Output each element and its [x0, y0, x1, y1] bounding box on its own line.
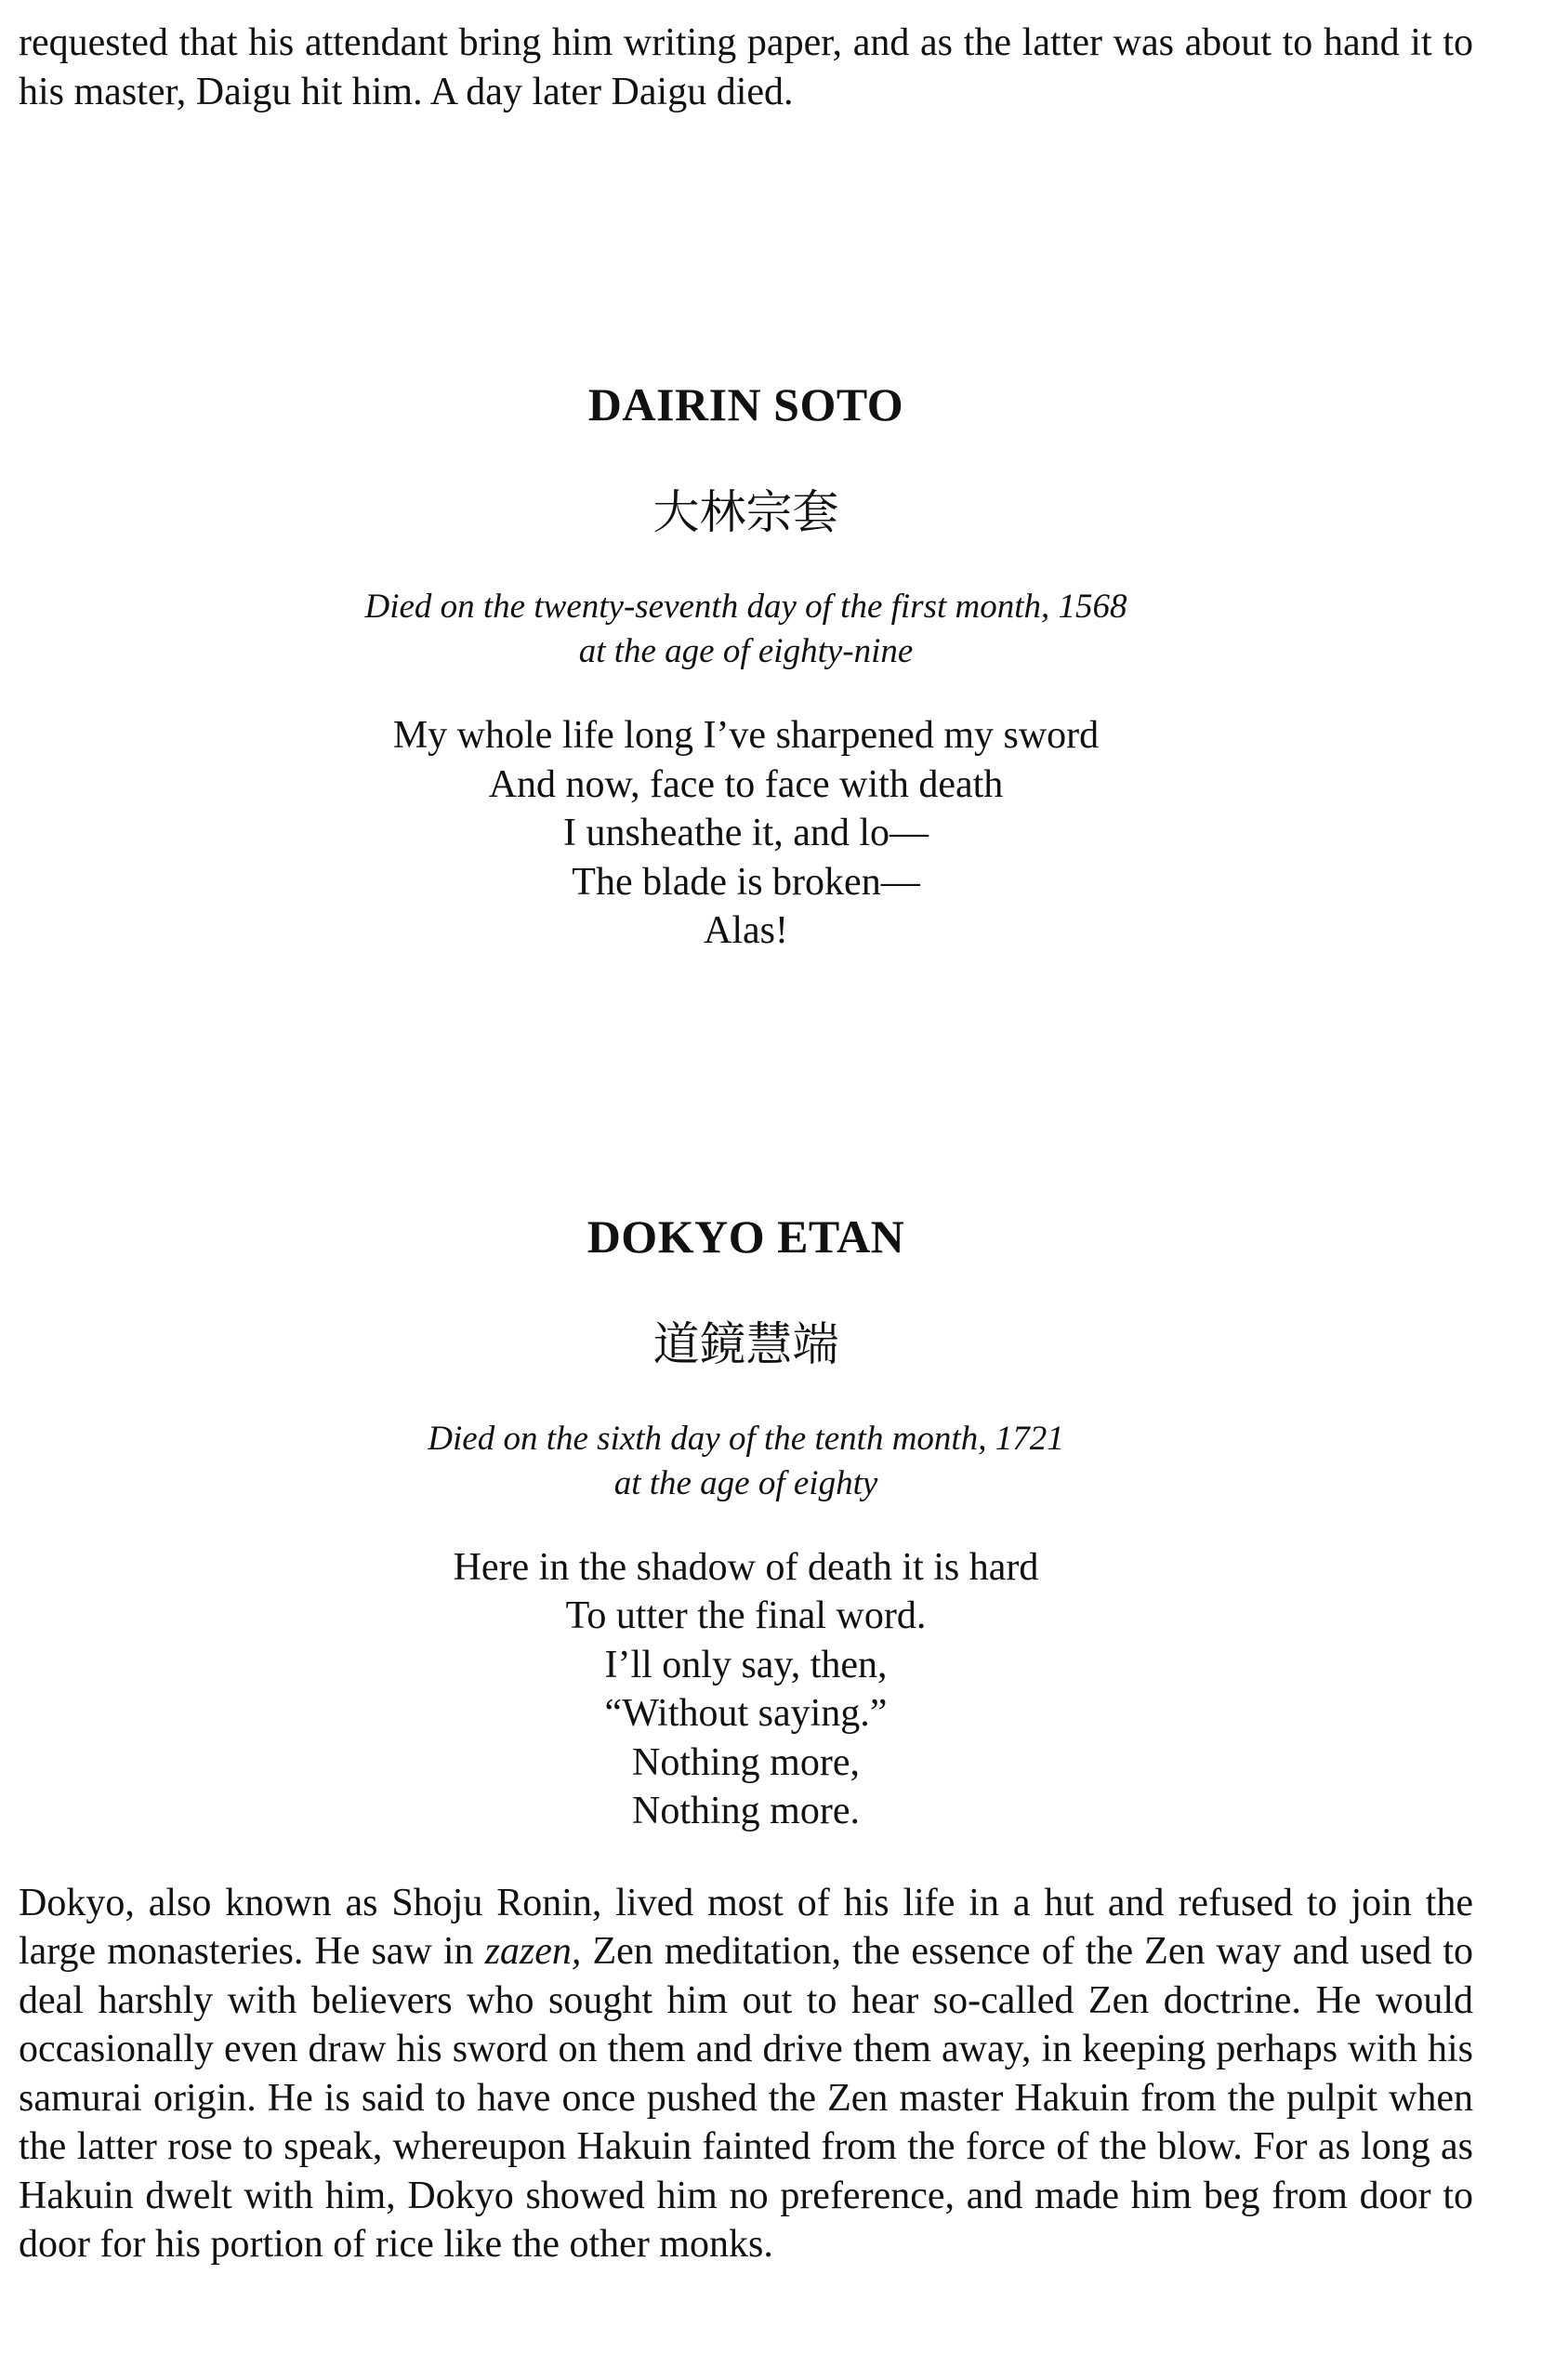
entry-kanji: 大林宗套: [652, 485, 839, 539]
death-date-line: Died on the twenty-seventh day of the first month, 1568: [364, 588, 1127, 626]
commentary-text: Dokyo, also known as Shoju Ronin, lived most of his life in a hut and refused to join the large monasteries. He saw in: [19, 1881, 1473, 1973]
poem-line: The blade is broken—: [572, 860, 920, 904]
commentary-paragraph: [19, 1879, 1473, 2269]
entry-dokyo-etan: [19, 1209, 1473, 2269]
death-age-line: at the age of eighty: [613, 1463, 878, 1502]
poem-line: And now, face to face with death: [488, 762, 1004, 806]
document-page: [19, 19, 1473, 2269]
death-poem: [19, 1543, 1473, 1836]
death-age-line: at the age of eighty-nine: [578, 632, 914, 670]
death-poem: [19, 711, 1473, 956]
poem-line: Nothing more,: [632, 1740, 860, 1784]
commentary-text: Zen meditation, the essence of the Zen way and used to deal harshly with believers who sought him out to hear so-called Zen doctrine. He would occasionally even draw his sword on them and drive them away, in keeping perhaps with his samurai origin. He is said to have once pushed the Zen master Hakuin from the pulpit when the latter rose to speak, whereupon Hakuin fainted from the force of the blow. For as long as Hakuin dwelt with him, Dokyo showed him no preference, and made him beg from door to door for his portion of rice like the other monks.: [19, 1930, 1473, 2266]
entry-dairin-soto: [19, 377, 1473, 956]
poem-line: I’ll only say, then,: [604, 1643, 888, 1686]
poem-line: Nothing more.: [632, 1790, 860, 1832]
commentary-italic-term: zazen,: [484, 1930, 582, 1973]
poem-line: My whole life long I’ve sharpened my sword: [392, 714, 1100, 757]
entry-death-info: [19, 585, 1473, 674]
entry-kanji: 道鏡慧端: [652, 1316, 839, 1371]
poem-line: I unsheathe it, and lo—: [562, 812, 929, 854]
poem-line: To utter the final word.: [565, 1594, 927, 1637]
entry-heading: DOKYO ETAN: [586, 1210, 905, 1263]
death-date-line: Died on the sixth day of the tenth month, 1721: [428, 1419, 1064, 1458]
entry-death-info: [19, 1417, 1473, 1506]
entry-heading: DAIRIN SOTO: [587, 378, 904, 430]
poem-line: Here in the shadow of death it is hard: [453, 1545, 1039, 1589]
poem-line: “Without saying.”: [604, 1692, 888, 1735]
poem-line: Alas!: [704, 909, 788, 952]
intro-paragraph: requested that his attendant bring him writing paper, and as the latter was about to hand it to his master, Daigu hit him. A day later Daigu died.: [19, 21, 1473, 113]
